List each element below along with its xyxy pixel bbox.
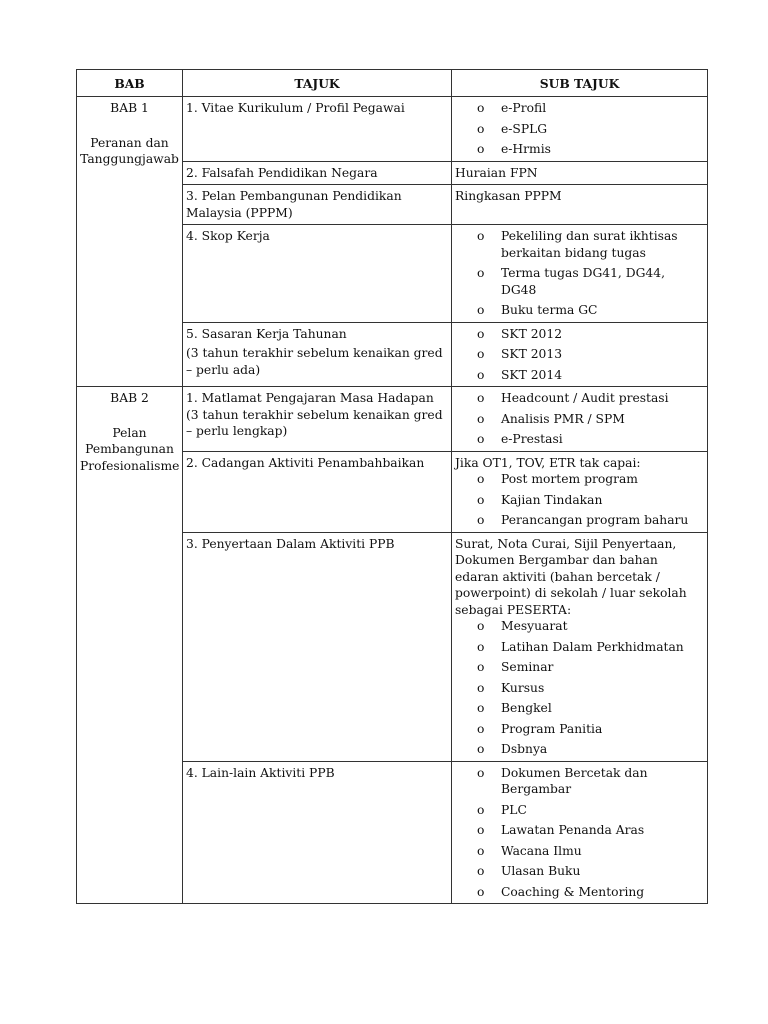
bullet-icon: o (477, 367, 485, 382)
list-item (477, 765, 704, 798)
bullet-icon: o (477, 619, 485, 633)
tajuk-text: 2. Cadangan Aktiviti Penambahbaikan (186, 455, 425, 470)
list-item-text: PLC (501, 802, 527, 817)
tajuk-text: 3. Pelan Pembangunan Pendidikan Malaysia (PPPM) (186, 189, 402, 220)
sub-tajuk-text: Surat, Nota Curai, Sijil Penyertaan, Dokumen Bergambar dan bahan edaran aktiviti (bahan bercetak / powerpoint) di sekolah / luar sekolah sebagai PESERTA: (455, 536, 687, 617)
tajuk-cell (183, 161, 452, 185)
tajuk-text: 2. Falsafah Pendidikan Negara (186, 165, 378, 180)
bullet-icon: o (477, 472, 485, 486)
tajuk-cell (183, 532, 452, 761)
bullet-icon: o (477, 742, 485, 756)
sub-tajuk-cell (452, 532, 708, 761)
list-item-text: Dokumen Bercetak dan Bergambar (501, 765, 648, 796)
tajuk-text: 1. Vitae Kurikulum / Profil Pegawai (186, 101, 405, 115)
sub-tajuk-cell (452, 225, 708, 323)
list-item (477, 639, 704, 656)
list-item-text: SKT 2012 (501, 326, 563, 341)
list-item (477, 721, 704, 738)
table-body (77, 97, 708, 904)
bullet-icon: o (477, 101, 485, 115)
list-item-text: SKT 2013 (501, 347, 563, 361)
list-item-text: Post mortem program (501, 472, 638, 486)
list-item (477, 659, 704, 676)
bullet-icon: o (477, 823, 485, 837)
list-item-text: Seminar (501, 660, 554, 674)
list-item-text: Pekeliling dan surat ikhtisas berkaitan bidang tugas (501, 229, 678, 260)
bullet-icon: o (477, 660, 485, 674)
bab-cell (77, 97, 183, 387)
list-item-text: Lawatan Penanda Aras (501, 823, 645, 837)
list-item-text: SKT 2014 (501, 367, 563, 382)
sub-tajuk-cell (452, 161, 708, 185)
list-item (477, 326, 704, 343)
list-item (477, 228, 704, 261)
list-item (477, 121, 704, 138)
bab-cell (77, 387, 183, 904)
tajuk-cell (183, 761, 452, 904)
list-item (477, 680, 704, 697)
list-item (477, 512, 704, 529)
sub-tajuk-cell (452, 322, 708, 387)
bullet-icon: o (477, 701, 485, 715)
tajuk-text: 1. Matlamat Pengajaran Masa Hadapan (3 tahun terakhir sebelum kenaikan gred – perlu lengkap) (186, 391, 443, 438)
bullet-icon: o (477, 229, 485, 243)
list-item (477, 884, 704, 901)
bullet-icon: o (477, 802, 485, 817)
tajuk-text: 3. Penyertaan Dalam Aktiviti PPB (186, 536, 395, 551)
list-item (477, 100, 704, 117)
sub-tajuk-cell (452, 185, 708, 225)
tajuk-cell (183, 185, 452, 225)
list-item-text: Kursus (501, 680, 545, 695)
list-item-text: e-Hrmis (501, 142, 551, 156)
list-item (477, 141, 704, 158)
list-item-text: Ulasan Buku (501, 864, 581, 878)
sub-tajuk-list (455, 390, 704, 448)
header-bab: BAB (77, 70, 183, 97)
list-item (477, 411, 704, 428)
list-item-text: e-Profil (501, 101, 547, 115)
content-table (76, 69, 708, 904)
sub-tajuk-list (455, 326, 704, 384)
list-item (477, 741, 704, 758)
bullet-icon: o (477, 513, 485, 527)
list-item-text: Perancangan program baharu (501, 513, 689, 527)
tajuk-cell (183, 322, 452, 387)
list-item-text: Headcount / Audit prestasi (501, 391, 669, 405)
list-item (477, 492, 704, 509)
sub-tajuk-cell (452, 97, 708, 162)
table-row (77, 97, 708, 162)
list-item-text: Dsbnya (501, 742, 548, 756)
bullet-icon: o (477, 492, 485, 507)
header-tajuk: TAJUK (183, 70, 452, 97)
list-item-text: Kajian Tindakan (501, 492, 603, 507)
list-item-text: Program Panitia (501, 721, 603, 736)
tajuk-cell (183, 97, 452, 162)
list-item (477, 302, 704, 319)
list-item-text: Buku terma GC (501, 303, 598, 317)
list-item (477, 431, 704, 448)
tajuk-cell (183, 451, 452, 532)
bullet-icon: o (477, 142, 485, 156)
list-item-text: Bengkel (501, 701, 552, 715)
tajuk-text: 5. Sasaran Kerja Tahunan (186, 326, 347, 341)
list-item (477, 265, 704, 298)
list-item-text: Latihan Dalam Perkhidmatan (501, 639, 684, 654)
list-item (477, 390, 704, 407)
tajuk-note: (3 tahun terakhir sebelum kenaikan gred – perlu ada) (186, 346, 443, 377)
list-item (477, 843, 704, 860)
sub-tajuk-list (455, 100, 704, 158)
sub-tajuk-text: Huraian FPN (455, 165, 538, 180)
table-row (77, 387, 708, 452)
list-item (477, 700, 704, 717)
sub-tajuk-cell (452, 451, 708, 532)
bullet-icon: o (477, 721, 485, 736)
list-item (477, 863, 704, 880)
bullet-icon: o (477, 639, 485, 654)
bullet-icon: o (477, 303, 485, 317)
list-item-text: e-SPLG (501, 121, 548, 136)
sub-tajuk-list (455, 471, 704, 529)
list-item (477, 618, 704, 635)
tajuk-text: 4. Skop Kerja (186, 229, 270, 243)
bullet-icon: o (477, 843, 485, 858)
sub-tajuk-cell (452, 761, 708, 904)
sub-tajuk-cell (452, 387, 708, 452)
bullet-icon: o (477, 121, 485, 136)
bullet-icon: o (477, 266, 485, 280)
list-item (477, 822, 704, 839)
bab-code: BAB 1 (110, 101, 149, 115)
sub-tajuk-list (455, 228, 704, 319)
bullet-icon: o (477, 432, 485, 446)
list-item (477, 367, 704, 384)
tajuk-text: 4. Lain-lain Aktiviti PPB (186, 765, 335, 780)
sub-tajuk-text: Jika OT1, TOV, ETR tak capai: (455, 455, 641, 470)
tajuk-cell (183, 225, 452, 323)
sub-tajuk-list (455, 618, 704, 758)
list-item (477, 346, 704, 363)
sub-tajuk-list (455, 765, 704, 901)
list-item-text: Wacana Ilmu (501, 843, 582, 858)
bullet-icon: o (477, 411, 485, 426)
bullet-icon: o (477, 347, 485, 361)
bullet-icon: o (477, 884, 485, 899)
sub-tajuk-text: Ringkasan PPPM (455, 189, 562, 203)
list-item (477, 802, 704, 819)
bab-title: Peranan dan Tanggungjawab (80, 135, 179, 166)
bullet-icon: o (477, 765, 485, 780)
list-item-text: e-Prestasi (501, 432, 563, 446)
bullet-icon: o (477, 326, 485, 341)
bab-code: BAB 2 (110, 391, 149, 405)
list-item-text: Analisis PMR / SPM (501, 411, 625, 426)
bullet-icon: o (477, 864, 485, 878)
bullet-icon: o (477, 391, 485, 405)
header-row (77, 70, 708, 97)
list-item-text: Terma tugas DG41, DG44, DG48 (501, 266, 665, 297)
bab-title: Pelan Pembangunan Profesionalisme (80, 425, 180, 473)
list-item (477, 471, 704, 488)
bullet-icon: o (477, 680, 485, 695)
list-item-text: Coaching & Mentoring (501, 884, 645, 899)
header-sub-tajuk: SUB TAJUK (452, 70, 708, 97)
list-item-text: Mesyuarat (501, 619, 568, 633)
tajuk-cell (183, 387, 452, 452)
